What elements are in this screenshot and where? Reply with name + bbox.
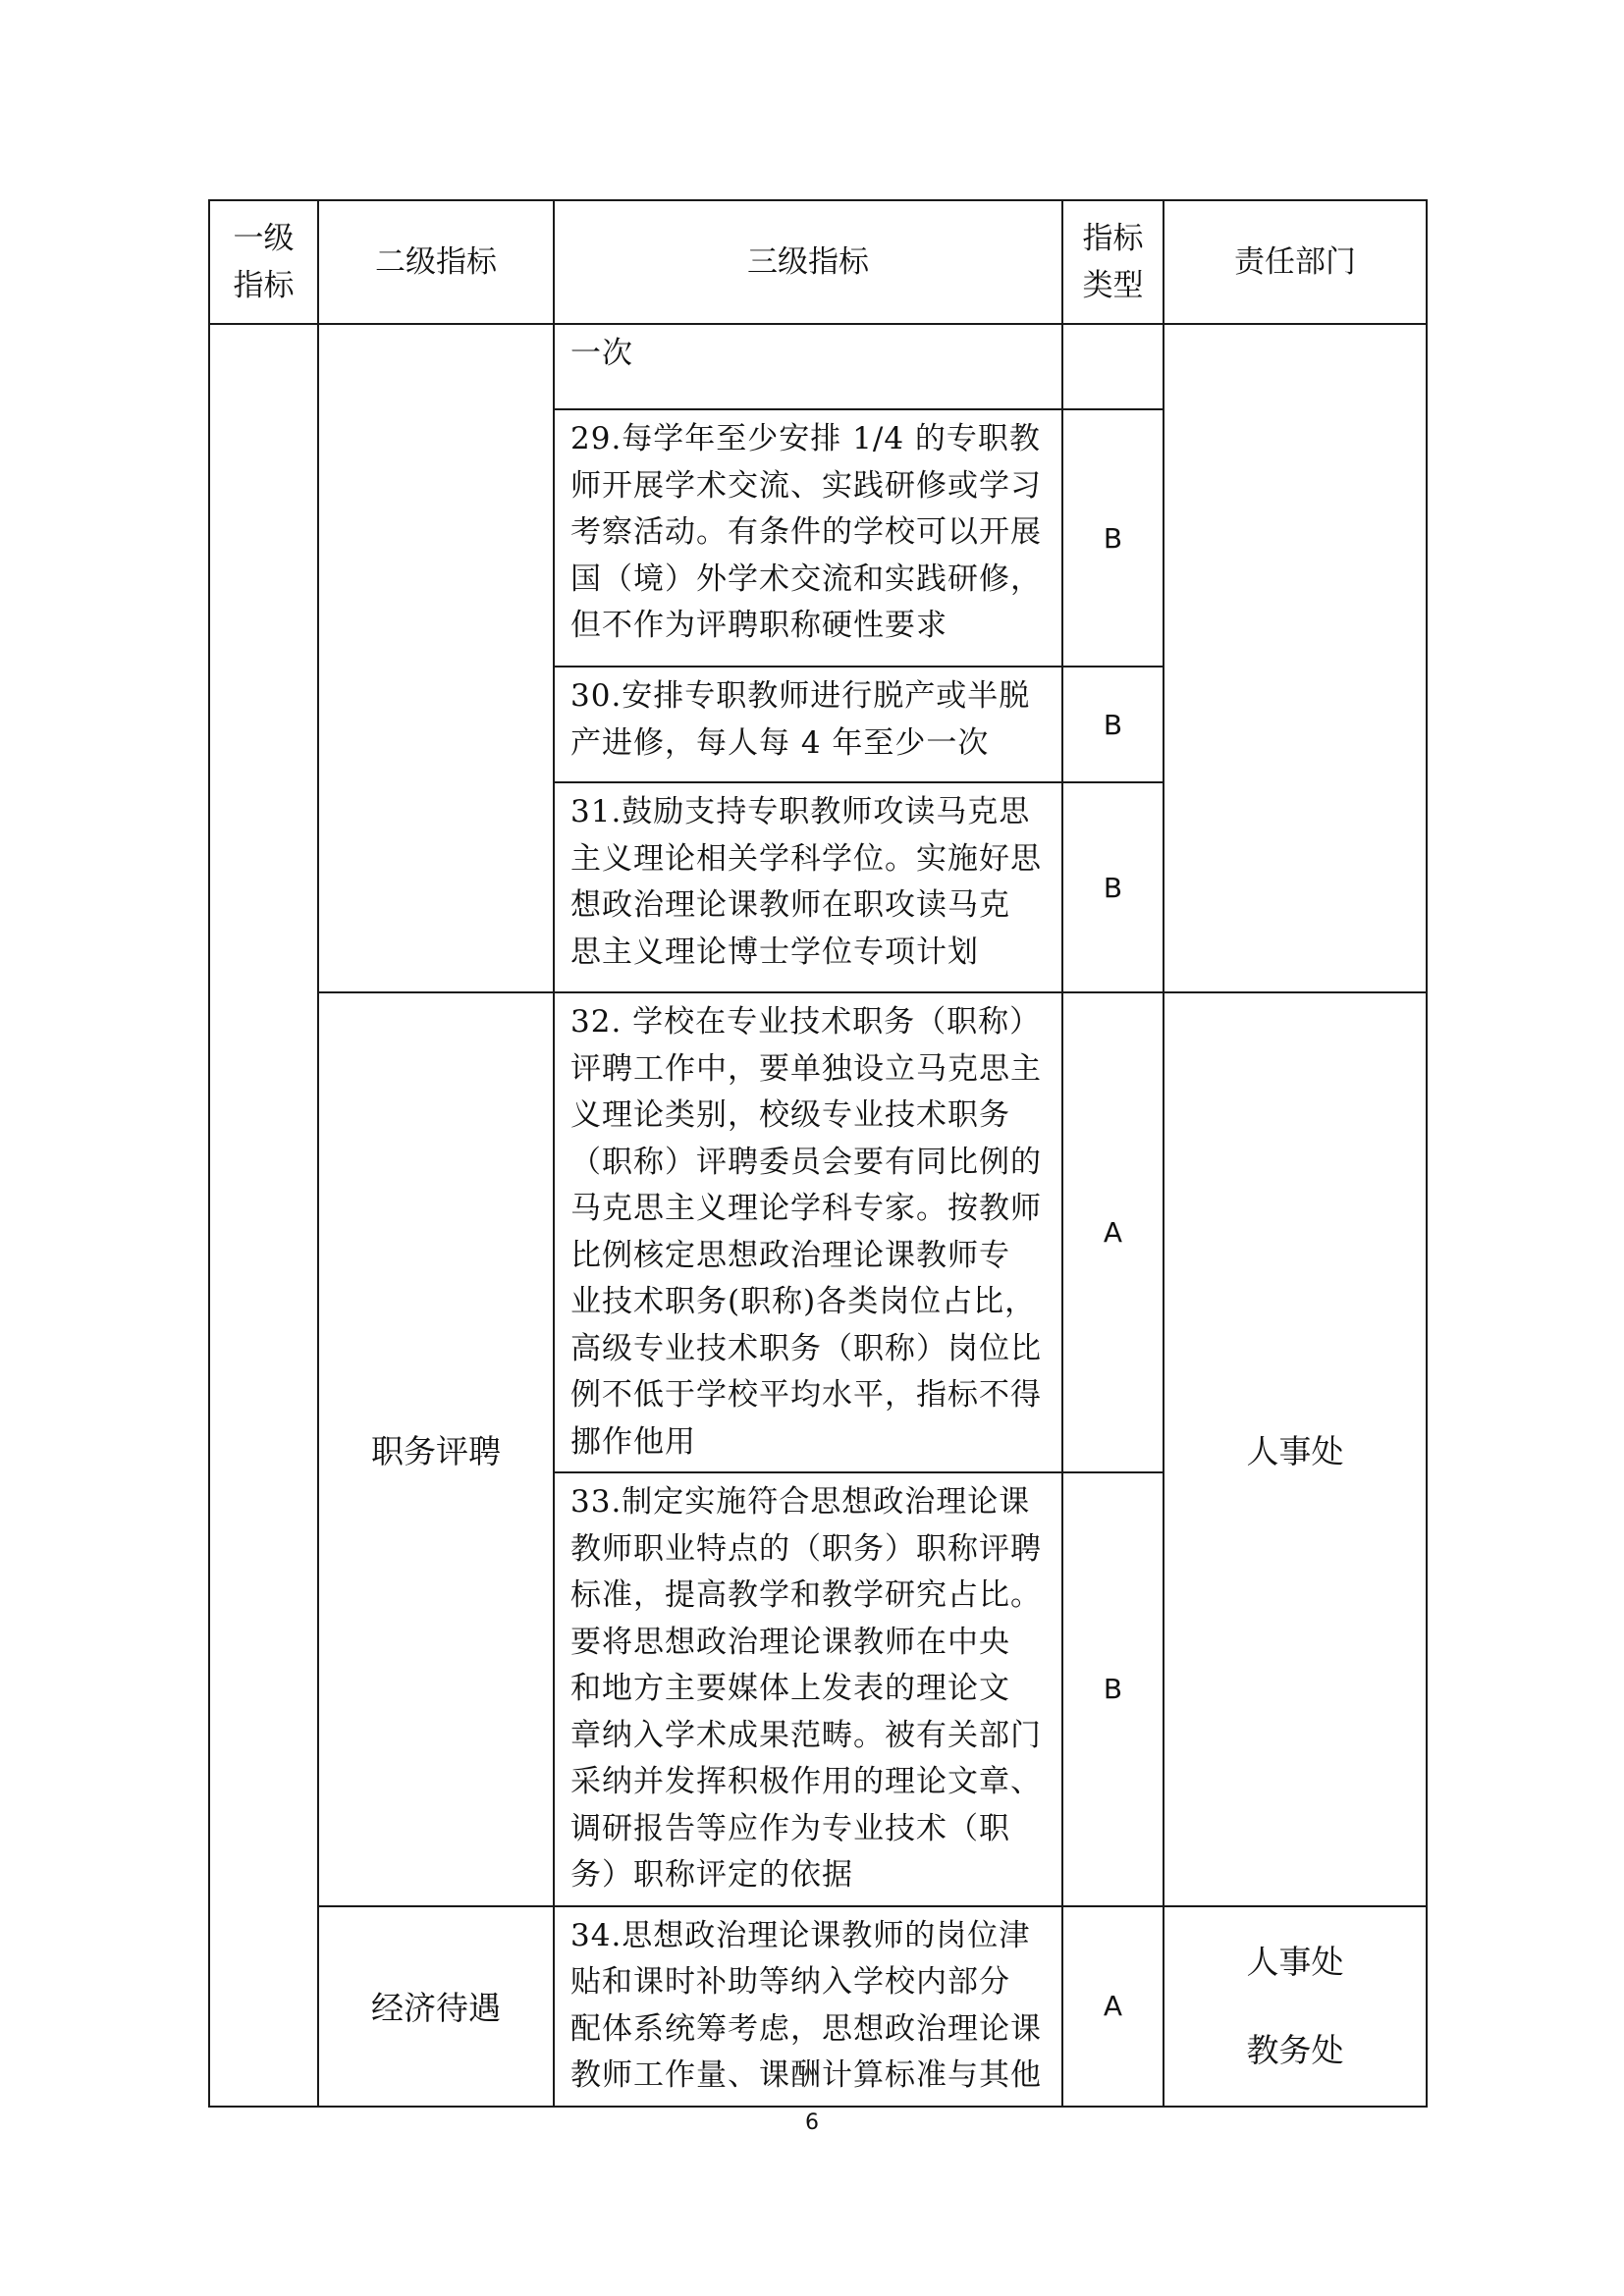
level3-cell: 32. 学校在专业技术职务（职称） 评聘工作中，要单独设立马克思主 义理论类别，校级专业技术职务 （职称）评聘委员会要有同比例的 马克思主义理论学科专家。按教师 比例核定思想政治理论课教师专 业技术职务(职称)各类岗位占比， 高级专业技术职务（职称）岗位比 例不低于学校平均水平，指标不得 挪作他用 xyxy=(554,992,1062,1472)
table-row xyxy=(209,992,1427,1472)
header-type: 指标 类型 xyxy=(1062,200,1164,324)
level3-cell: 29.每学年至少安排 1/4 的专职教 师开展学术交流、实践研修或学习 考察活动。有条件的学校可以开展 国（境）外学术交流和实践研修， 但不作为评聘职称硬性要求 xyxy=(554,409,1062,667)
level3-cell: 33.制定实施符合思想政治理论课 教师职业特点的（职务）职称评聘 标准，提高教学和教学研究占比。 要将思想政治理论课教师在中央 和地方主要媒体上发表的理论文 章纳入学术成果范畴。被有关部门 采纳并发挥积极作用的理论文章、 调研报告等应作为专业技术（职 务）职称评定的依据 xyxy=(554,1472,1062,1906)
type-cell: B xyxy=(1062,409,1164,667)
header-row xyxy=(209,200,1427,324)
level3-cell: 30.安排专职教师进行脱产或半脱 产进修，每人每 4 年至少一次 xyxy=(554,667,1062,782)
table-row xyxy=(209,324,1427,409)
department-cell: 人事处 xyxy=(1164,992,1427,1906)
level2-cell xyxy=(318,324,554,992)
header-level1: 一级 指标 xyxy=(209,200,318,324)
type-cell xyxy=(1062,324,1164,409)
table-row xyxy=(209,1906,1427,2107)
header-department: 责任部门 xyxy=(1164,200,1427,324)
header-level2: 二级指标 xyxy=(318,200,554,324)
page-number: 6 xyxy=(805,2110,819,2135)
level3-cell: 31.鼓励支持专职教师攻读马克思 主义理论相关学科学位。实施好思 想政治理论课教师在职攻读马克 思主义理论博士学位专项计划 xyxy=(554,782,1062,992)
level2-cell: 职务评聘 xyxy=(318,992,554,1906)
type-cell: A xyxy=(1062,992,1164,1472)
type-cell: A xyxy=(1062,1906,1164,2107)
type-cell: B xyxy=(1062,782,1164,992)
type-cell: B xyxy=(1062,1472,1164,1906)
level3-cell: 一次 xyxy=(554,324,1062,409)
indicator-table xyxy=(208,199,1428,2108)
level2-cell: 经济待遇 xyxy=(318,1906,554,2107)
department-cell xyxy=(1164,324,1427,992)
department-cell: 人事处 教务处 xyxy=(1164,1906,1427,2107)
type-cell: B xyxy=(1062,667,1164,782)
level3-cell: 34.思想政治理论课教师的岗位津 贴和课时补助等纳入学校内部分 配体系统筹考虑，思想政治理论课 教师工作量、课酬计算标准与其他 xyxy=(554,1906,1062,2107)
header-level3: 三级指标 xyxy=(554,200,1062,324)
level1-cell xyxy=(209,324,318,2107)
